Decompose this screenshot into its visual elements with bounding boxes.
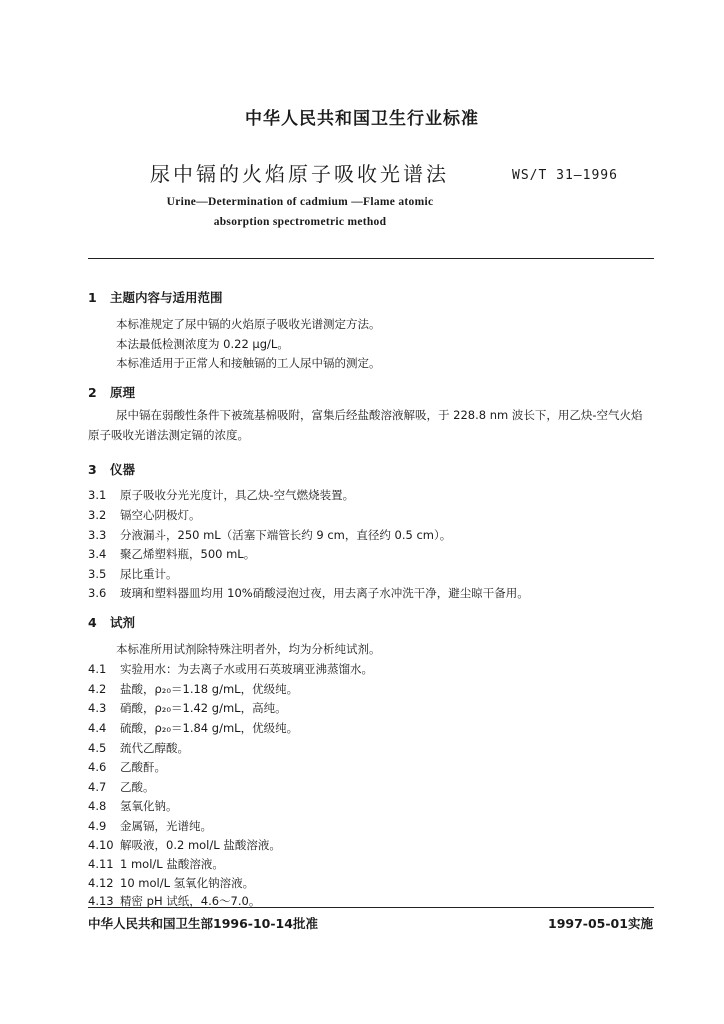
item-number: 4.13 <box>88 894 114 908</box>
section-1-heading <box>88 288 223 306</box>
item-number: 3.4 <box>88 547 107 561</box>
item-text: 硝酸，ρ₂₀＝1.42 g/mL，高纯。 <box>120 701 287 715</box>
list-item <box>88 566 178 582</box>
section-number: 1 <box>88 290 97 305</box>
list-item <box>88 661 373 677</box>
item-text: 玻璃和塑料器皿均用 10%硝酸浸泡过夜，用去离子水冲洗干净，避尘晾干备用。 <box>120 586 529 600</box>
list-item <box>88 818 212 834</box>
list-item <box>88 779 155 795</box>
section-number: 4 <box>88 615 97 630</box>
standard-number: WS/T 31—1996 <box>512 168 618 183</box>
item-text: 解吸液，0.2 mol/L 盐酸溶液。 <box>120 838 281 852</box>
item-number: 3.2 <box>88 508 107 522</box>
section-number: 3 <box>88 462 97 477</box>
standard-series-heading: 中华人民共和国卫生行业标准 <box>245 109 479 129</box>
item-number: 4.10 <box>88 838 114 852</box>
item-text: 巯代乙醇酸。 <box>120 741 189 755</box>
list-item <box>88 681 298 697</box>
paragraph: 本标准规定了尿中镉的火焰原子吸收光谱测定方法。 <box>116 317 381 331</box>
item-text: 10 mol/L 氢氧化钠溶液。 <box>120 876 255 890</box>
section-title: 原理 <box>110 385 136 400</box>
item-number: 4.8 <box>88 799 107 813</box>
list-item <box>88 837 281 853</box>
item-number: 4.9 <box>88 819 107 833</box>
item-number: 3.6 <box>88 586 107 600</box>
list-item <box>88 759 166 775</box>
item-text: 氢氧化钠。 <box>120 799 178 813</box>
list-item <box>88 720 298 736</box>
list-item <box>88 740 189 756</box>
paragraph: 尿中镉在弱酸性条件下被巯基棉吸附，富集后经盐酸溶液解吸，于 228.8 nm 波长下，用乙炔-空气火焰原子吸收光谱法测定镉的浓度。 <box>88 408 643 442</box>
footer-divider <box>88 907 654 908</box>
item-text: 聚乙烯塑料瓶，500 mL。 <box>120 547 256 561</box>
item-text: 金属镉，光谱纯。 <box>120 819 212 833</box>
list-item <box>88 527 451 543</box>
item-number: 4.7 <box>88 780 107 794</box>
paragraph: 本法最低检测浓度为 0.22 μg/L。 <box>116 337 289 351</box>
document-title: 尿中镉的火焰原子吸收光谱法 <box>150 162 449 186</box>
item-number: 4.12 <box>88 876 114 890</box>
item-text: 原子吸收分光光度计，具乙炔-空气燃烧装置。 <box>120 488 355 502</box>
implementation-date: 1997-05-01实施 <box>548 916 653 931</box>
list-item <box>88 585 529 601</box>
section-2-heading <box>88 383 135 401</box>
item-number: 4.11 <box>88 857 114 871</box>
paragraph: 本标准所用试剂除特殊注明者外，均为分析纯试剂。 <box>116 642 381 656</box>
item-text: 尿比重计。 <box>120 567 178 581</box>
item-number: 4.6 <box>88 760 107 774</box>
list-item <box>88 798 178 814</box>
list-item <box>88 546 255 562</box>
item-number: 4.5 <box>88 741 107 755</box>
list-item <box>88 507 201 523</box>
item-text: 分液漏斗，250 mL（活塞下端管长约 9 cm，直径约 0.5 cm）。 <box>120 528 452 542</box>
list-item <box>88 487 354 503</box>
item-number: 4.1 <box>88 662 107 676</box>
item-text: 实验用水：为去离子水或用石英玻璃亚沸蒸馏水。 <box>120 662 373 676</box>
item-number: 3.3 <box>88 528 107 542</box>
item-text: 镉空心阴极灯。 <box>120 508 201 522</box>
english-title-line-1: Urine—Determination of cadmium —Flame atomic <box>166 196 434 208</box>
header-divider <box>88 258 654 259</box>
list-item <box>88 856 224 872</box>
section-4-heading <box>88 613 135 631</box>
item-text: 盐酸，ρ₂₀＝1.18 g/mL，优级纯。 <box>120 682 299 696</box>
english-title-line-2: absorption spectrometric method <box>213 216 387 228</box>
list-item <box>88 700 287 716</box>
item-text: 乙酸酐。 <box>120 760 166 774</box>
item-text: 1 mol/L 盐酸溶液。 <box>120 857 224 871</box>
item-number: 4.2 <box>88 682 107 696</box>
list-item <box>88 875 254 891</box>
item-text: 精密 pH 试纸，4.6～7.0。 <box>120 894 261 908</box>
approval-line: 中华人民共和国卫生部1996-10-14批准 <box>88 916 318 931</box>
paragraph: 本标准适用于正常人和接触镉的工人尿中镉的测定。 <box>116 356 381 370</box>
item-number: 4.3 <box>88 701 107 715</box>
item-text: 硫酸，ρ₂₀＝1.84 g/mL，优级纯。 <box>120 721 299 735</box>
item-number: 4.4 <box>88 721 107 735</box>
section-title: 主题内容与适用范围 <box>110 290 223 305</box>
item-number: 3.1 <box>88 488 107 502</box>
item-text: 乙酸。 <box>120 780 155 794</box>
section-title: 试剂 <box>110 615 136 630</box>
item-number: 3.5 <box>88 567 107 581</box>
section-title: 仪器 <box>110 462 136 477</box>
section-number: 2 <box>88 385 97 400</box>
section-3-heading <box>88 460 135 478</box>
